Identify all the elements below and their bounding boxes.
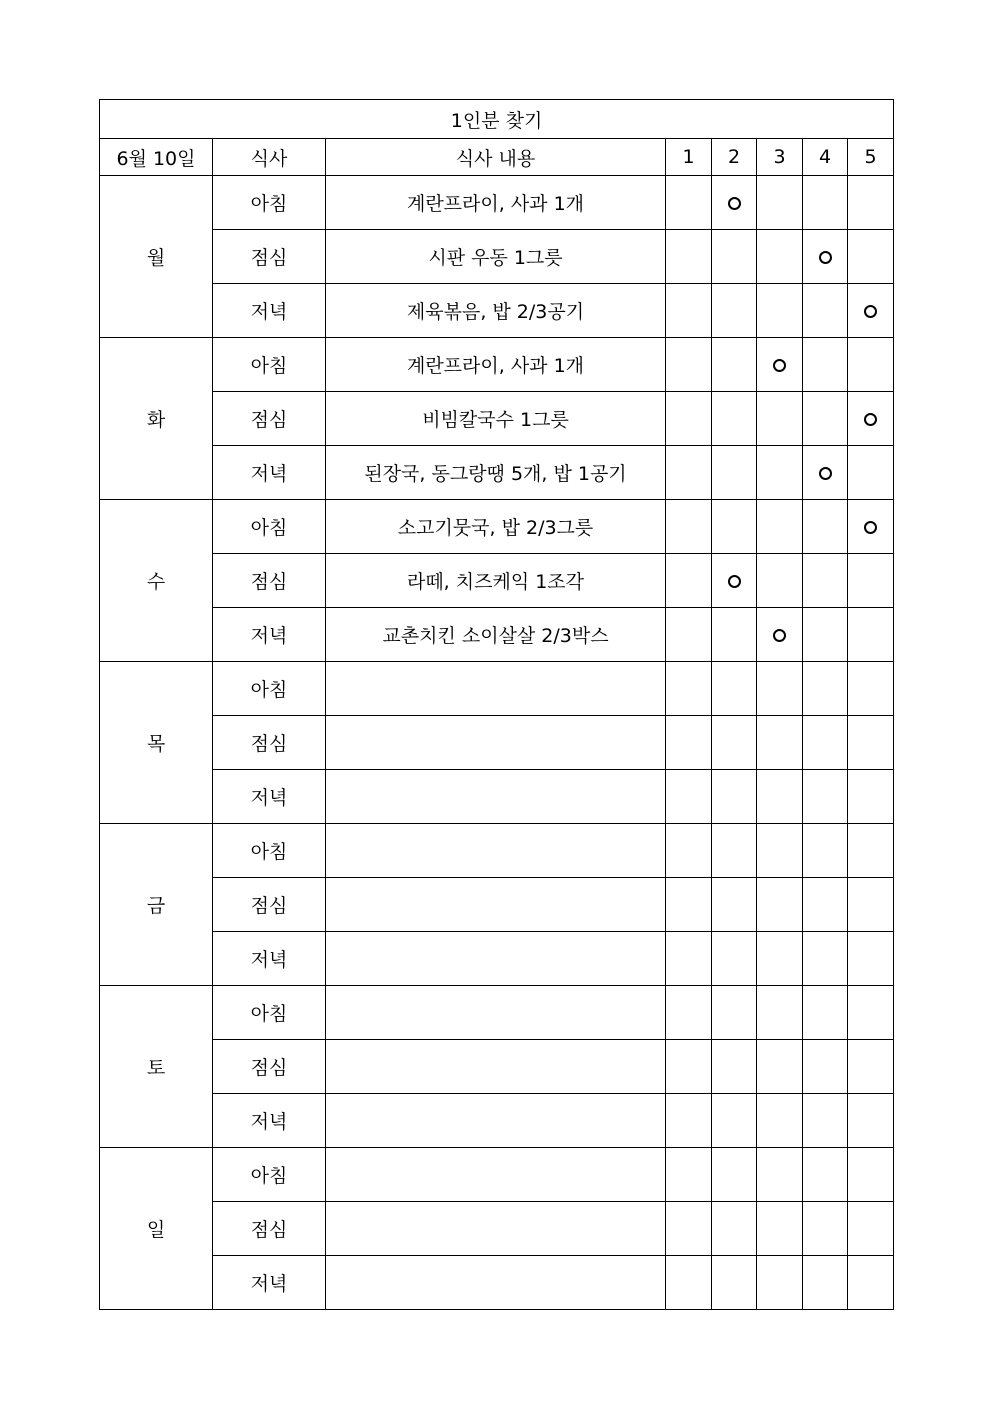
table-row [100,230,894,284]
table-row [100,824,894,878]
level-cell-1 [666,662,712,716]
day-label: 일 [100,1148,213,1310]
level-cell-1 [666,338,712,392]
meal-name: 저녁 [213,608,326,662]
level-cell-5 [848,1094,894,1148]
level-cell-5 [848,1148,894,1202]
level-cell-5 [848,284,894,338]
meal-content [326,1148,666,1202]
level-cell-5 [848,554,894,608]
table-row [100,284,894,338]
meal-content: 계란프라이, 사과 1개 [326,338,666,392]
meal-name: 점심 [213,392,326,446]
level-cell-3 [757,338,803,392]
level-cell-5 [848,176,894,230]
level-cell-2 [712,1040,757,1094]
level-cell-5 [848,392,894,446]
day-label: 월 [100,176,213,338]
level-cell-1 [666,176,712,230]
level-cell-1 [666,608,712,662]
level-cell-5 [848,986,894,1040]
level-cell-4 [803,1256,848,1310]
level-cell-2 [712,770,757,824]
level-cell-4 [803,338,848,392]
header-level-1: 1 [666,139,712,176]
meal-name: 점심 [213,1202,326,1256]
level-cell-1 [666,554,712,608]
level-cell-2 [712,716,757,770]
level-cell-2 [712,392,757,446]
level-cell-4 [803,1148,848,1202]
header-row [100,139,894,176]
level-cell-1 [666,1148,712,1202]
meal-name: 저녁 [213,446,326,500]
table-row [100,338,894,392]
level-cell-3 [757,932,803,986]
table-row [100,716,894,770]
meal-name: 아침 [213,176,326,230]
level-cell-5 [848,1256,894,1310]
level-cell-3 [757,716,803,770]
level-cell-4 [803,662,848,716]
table-row [100,176,894,230]
level-cell-4 [803,284,848,338]
level-cell-5 [848,608,894,662]
meal-content [326,662,666,716]
day-label: 수 [100,500,213,662]
level-cell-5 [848,500,894,554]
meal-content [326,932,666,986]
level-cell-4 [803,770,848,824]
header-level-3: 3 [757,139,803,176]
level-cell-5 [848,230,894,284]
meal-name: 점심 [213,878,326,932]
meal-name: 아침 [213,500,326,554]
level-cell-3 [757,1040,803,1094]
level-cell-4 [803,230,848,284]
meal-content [326,824,666,878]
level-cell-3 [757,770,803,824]
table-row [100,1202,894,1256]
level-cell-1 [666,716,712,770]
circle-mark-icon [773,359,786,372]
table-row [100,446,894,500]
meal-name: 저녁 [213,770,326,824]
table-row [100,662,894,716]
meal-content [326,770,666,824]
meal-content: 된장국, 동그랑땡 5개, 밥 1공기 [326,446,666,500]
level-cell-5 [848,878,894,932]
level-cell-3 [757,392,803,446]
meal-content: 시판 우동 1그릇 [326,230,666,284]
level-cell-3 [757,662,803,716]
level-cell-4 [803,716,848,770]
circle-mark-icon [864,305,877,318]
level-cell-3 [757,176,803,230]
level-cell-4 [803,878,848,932]
day-label: 금 [100,824,213,986]
meal-content [326,1040,666,1094]
header-level-2: 2 [712,139,757,176]
level-cell-2 [712,446,757,500]
level-cell-5 [848,770,894,824]
day-label: 화 [100,338,213,500]
level-cell-2 [712,608,757,662]
level-cell-3 [757,878,803,932]
level-cell-4 [803,1094,848,1148]
level-cell-4 [803,500,848,554]
level-cell-3 [757,986,803,1040]
day-label: 토 [100,986,213,1148]
level-cell-2 [712,1202,757,1256]
level-cell-2 [712,176,757,230]
level-cell-2 [712,1148,757,1202]
meal-content: 소고기뭇국, 밥 2/3그릇 [326,500,666,554]
circle-mark-icon [773,629,786,642]
table-row [100,608,894,662]
meal-name: 저녁 [213,1094,326,1148]
level-cell-5 [848,446,894,500]
level-cell-2 [712,878,757,932]
meal-content: 교촌치킨 소이살살 2/3박스 [326,608,666,662]
level-cell-3 [757,446,803,500]
level-cell-1 [666,932,712,986]
circle-mark-icon [728,575,741,588]
meal-name: 저녁 [213,932,326,986]
meal-content [326,716,666,770]
level-cell-1 [666,1256,712,1310]
day-label: 목 [100,662,213,824]
level-cell-2 [712,662,757,716]
level-cell-1 [666,1094,712,1148]
table-row [100,554,894,608]
level-cell-4 [803,932,848,986]
level-cell-2 [712,932,757,986]
header-level-5: 5 [848,139,894,176]
meal-name: 점심 [213,1040,326,1094]
meal-content [326,1094,666,1148]
circle-mark-icon [864,521,877,534]
table-row [100,392,894,446]
level-cell-5 [848,932,894,986]
table-row [100,1040,894,1094]
circle-mark-icon [864,413,877,426]
level-cell-2 [712,1256,757,1310]
level-cell-5 [848,1040,894,1094]
level-cell-1 [666,824,712,878]
level-cell-4 [803,608,848,662]
level-cell-1 [666,230,712,284]
meal-content: 라떼, 치즈케익 1조각 [326,554,666,608]
table-row [100,986,894,1040]
level-cell-4 [803,1202,848,1256]
level-cell-3 [757,284,803,338]
level-cell-1 [666,284,712,338]
level-cell-5 [848,662,894,716]
table-row [100,932,894,986]
level-cell-2 [712,986,757,1040]
meal-name: 아침 [213,986,326,1040]
level-cell-5 [848,824,894,878]
header-meal: 식사 [213,139,326,176]
level-cell-1 [666,986,712,1040]
table-title: 1인분 찾기 [100,100,894,139]
level-cell-1 [666,770,712,824]
table-row [100,770,894,824]
meal-content [326,1202,666,1256]
level-cell-5 [848,338,894,392]
table-row [100,878,894,932]
level-cell-3 [757,1256,803,1310]
level-cell-4 [803,446,848,500]
level-cell-2 [712,554,757,608]
level-cell-2 [712,230,757,284]
level-cell-4 [803,392,848,446]
circle-mark-icon [819,467,832,480]
table-row [100,1256,894,1310]
meal-name: 아침 [213,338,326,392]
circle-mark-icon [728,197,741,210]
header-level-4: 4 [803,139,848,176]
meal-name: 점심 [213,716,326,770]
title-row [100,100,894,139]
level-cell-3 [757,554,803,608]
level-cell-1 [666,878,712,932]
level-cell-4 [803,986,848,1040]
level-cell-3 [757,608,803,662]
level-cell-3 [757,500,803,554]
meal-name: 아침 [213,1148,326,1202]
circle-mark-icon [819,251,832,264]
level-cell-5 [848,716,894,770]
meal-name: 점심 [213,554,326,608]
level-cell-2 [712,1094,757,1148]
table-row [100,1148,894,1202]
level-cell-4 [803,554,848,608]
meal-name: 점심 [213,230,326,284]
meal-name: 저녁 [213,284,326,338]
meal-content: 비빔칼국수 1그릇 [326,392,666,446]
level-cell-2 [712,338,757,392]
header-date: 6월 10일 [100,139,213,176]
level-cell-5 [848,1202,894,1256]
meal-content [326,1256,666,1310]
level-cell-3 [757,824,803,878]
level-cell-3 [757,1148,803,1202]
table-row [100,1094,894,1148]
level-cell-4 [803,1040,848,1094]
level-cell-1 [666,500,712,554]
level-cell-1 [666,392,712,446]
table-row [100,500,894,554]
level-cell-2 [712,500,757,554]
meal-content: 계란프라이, 사과 1개 [326,176,666,230]
level-cell-2 [712,284,757,338]
meal-content [326,986,666,1040]
meal-content: 제육볶음, 밥 2/3공기 [326,284,666,338]
level-cell-3 [757,1094,803,1148]
meal-log-table [99,99,894,1310]
level-cell-4 [803,176,848,230]
level-cell-3 [757,230,803,284]
meal-name: 저녁 [213,1256,326,1310]
meal-content [326,878,666,932]
meal-name: 아침 [213,662,326,716]
level-cell-1 [666,446,712,500]
level-cell-2 [712,824,757,878]
level-cell-1 [666,1202,712,1256]
level-cell-1 [666,1040,712,1094]
meal-name: 아침 [213,824,326,878]
level-cell-3 [757,1202,803,1256]
level-cell-4 [803,824,848,878]
header-content: 식사 내용 [326,139,666,176]
